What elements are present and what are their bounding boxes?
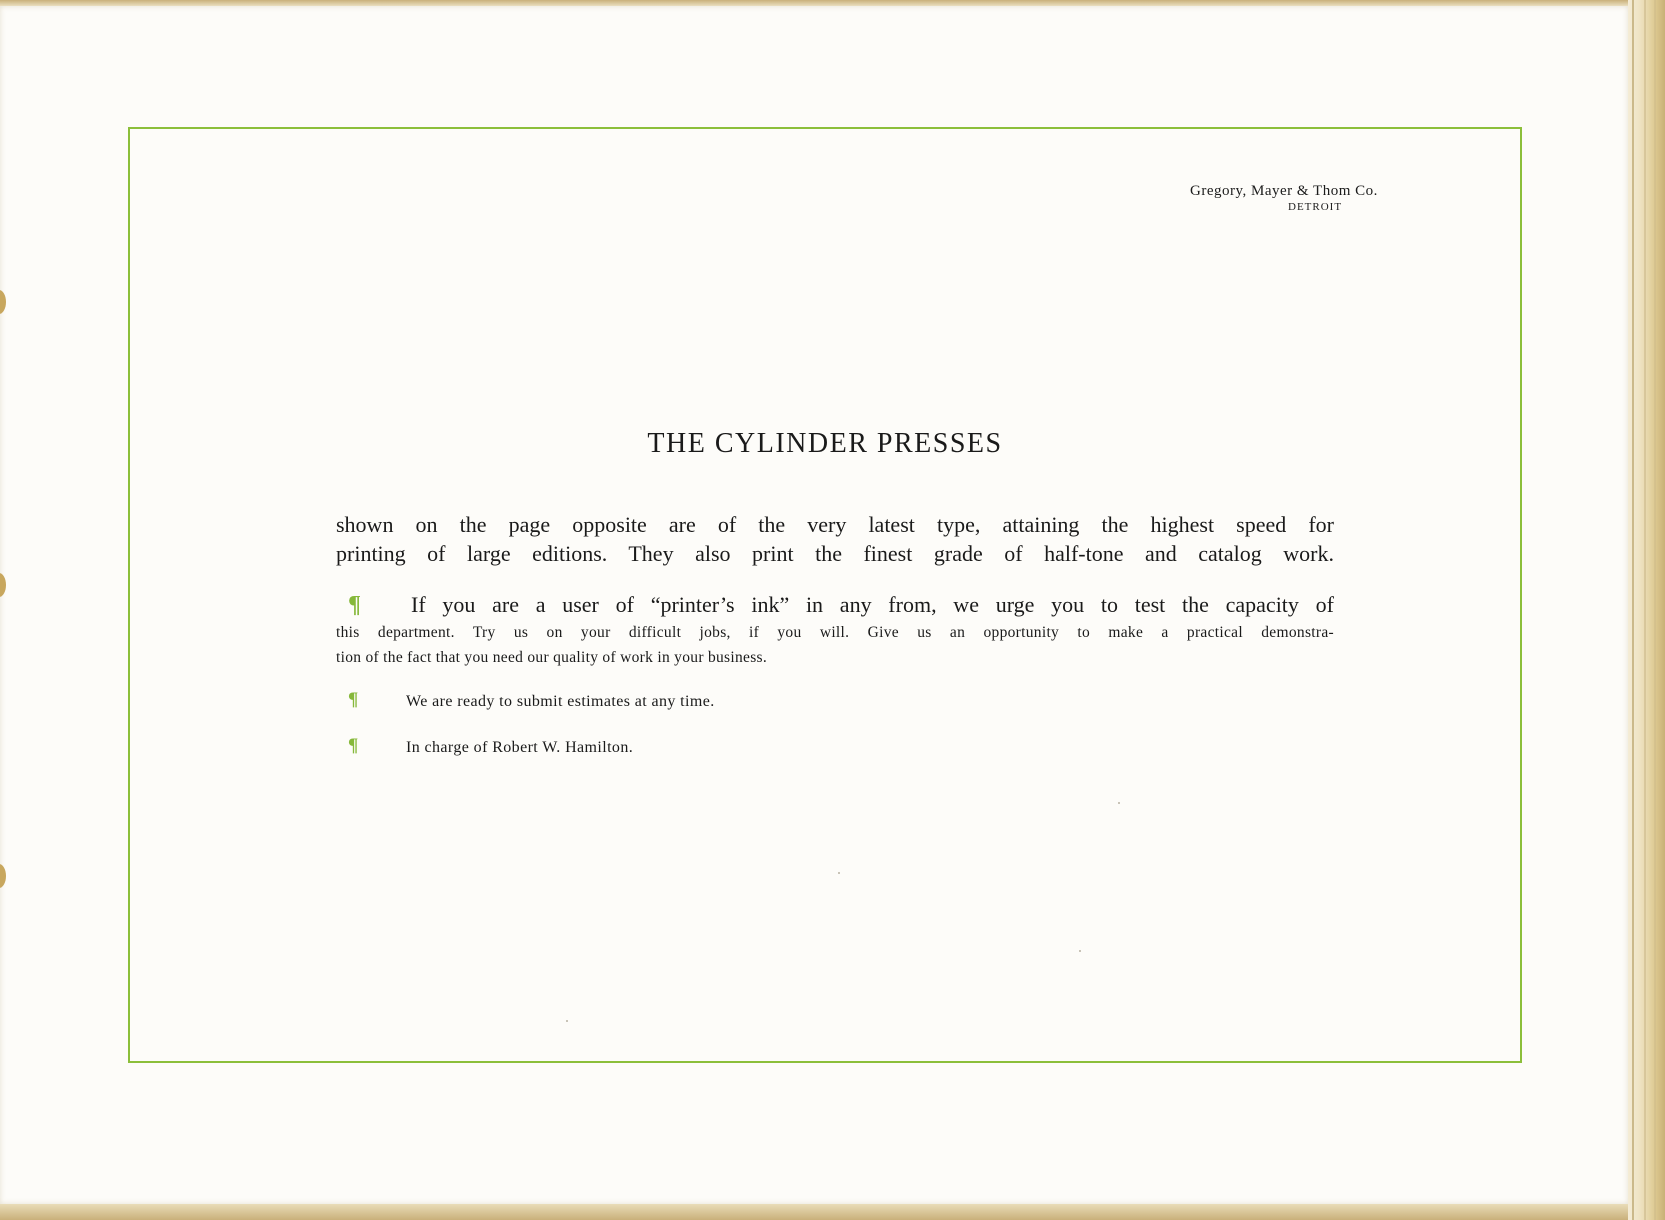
page-edge-line bbox=[1644, 0, 1646, 1220]
paragraph-text: We are ready to submit estimates at any time. bbox=[406, 693, 715, 710]
paragraph-in-charge bbox=[336, 736, 1334, 760]
company-city: DETROIT bbox=[1288, 201, 1343, 213]
page-edge-line bbox=[1654, 0, 1656, 1220]
page-edge-line bbox=[1632, 0, 1634, 1220]
paragraph-printers-ink bbox=[336, 590, 1334, 670]
pilcrow-icon: ¶ bbox=[348, 592, 361, 618]
page-title: THE CYLINDER PRESSES bbox=[647, 428, 1003, 459]
paragraph-estimates bbox=[336, 690, 1334, 714]
paragraph-line: tion of the fact that you need our quality of work in your business. bbox=[336, 649, 768, 666]
paragraph-first-line: If you are a user of “printer’s ink” in any from, we urge you to test the capacity of bbox=[411, 592, 1334, 617]
lead-line: shown on the page opposite are of the very latest type, attaining the highest speed for bbox=[336, 512, 1334, 537]
paragraph-body bbox=[336, 620, 1334, 670]
lead-line: printing of large editions. They also print the finest grade of half-tone and catalog work. bbox=[336, 541, 1334, 566]
company-name: Gregory, Mayer & Thom Co. bbox=[1190, 183, 1378, 199]
paragraph-line: this department. Try us on your difficult jobs, if you will. Give us an opportunity to make a practical demonstra- bbox=[336, 624, 1334, 641]
binding-hole bbox=[0, 573, 6, 597]
binding-hole bbox=[0, 864, 6, 888]
paper-bottom-edge bbox=[0, 1204, 1628, 1220]
pilcrow-icon: ¶ bbox=[348, 689, 359, 710]
lead-paragraph bbox=[336, 510, 1334, 568]
binding-hole bbox=[0, 290, 6, 314]
paragraph-text: In charge of Robert W. Hamilton. bbox=[406, 739, 634, 756]
pilcrow-icon: ¶ bbox=[348, 735, 359, 756]
company-imprint bbox=[1190, 183, 1450, 213]
